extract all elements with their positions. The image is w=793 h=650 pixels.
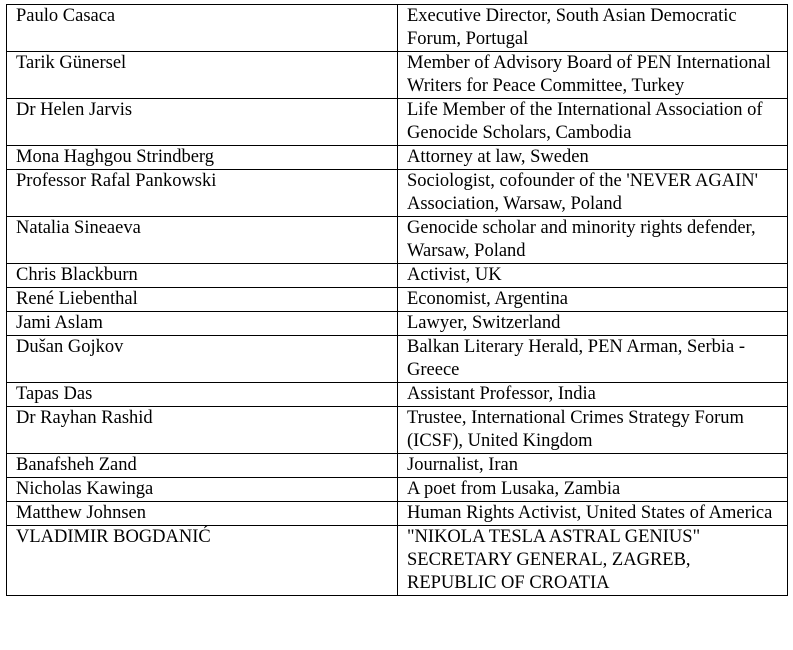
signatory-role-cell: "NIKOLA TESLA ASTRAL GENIUS" SECRETARY GENERAL, ZAGREB, REPUBLIC OF CROATIA [398, 526, 788, 596]
signatory-name-cell: Natalia Sineaeva [7, 217, 398, 264]
signatory-name-cell: VLADIMIR BOGDANIĆ [7, 526, 398, 596]
signatory-name-cell: Dr Rayhan Rashid [7, 407, 398, 454]
signatory-name-cell: Mona Haghgou Strindberg [7, 146, 398, 170]
table-row [7, 407, 788, 454]
signatory-role-cell: Balkan Literary Herald, PEN Arman, Serbia - Greece [398, 336, 788, 383]
signatory-name-cell: Paulo Casaca [7, 5, 398, 52]
table-row [7, 478, 788, 502]
table-row [7, 217, 788, 264]
signatory-role-cell: Human Rights Activist, United States of America [398, 502, 788, 526]
signatory-role-cell: Attorney at law, Sweden [398, 146, 788, 170]
signatory-name-cell: Chris Blackburn [7, 264, 398, 288]
signatory-name-cell: Nicholas Kawinga [7, 478, 398, 502]
signatory-role-cell: Assistant Professor, India [398, 383, 788, 407]
signatory-name-cell: Banafsheh Zand [7, 454, 398, 478]
signatories-table [6, 4, 788, 596]
signatory-role-cell: Activist, UK [398, 264, 788, 288]
table-row [7, 502, 788, 526]
signatory-role-cell: Trustee, International Crimes Strategy Forum (ICSF), United Kingdom [398, 407, 788, 454]
signatory-role-cell: Sociologist, cofounder of the 'NEVER AGAIN' Association, Warsaw, Poland [398, 170, 788, 217]
table-row [7, 288, 788, 312]
signatory-name-cell: René Liebenthal [7, 288, 398, 312]
table-row [7, 312, 788, 336]
signatory-name-cell: Tapas Das [7, 383, 398, 407]
signatory-name-cell: Dr Helen Jarvis [7, 99, 398, 146]
signatory-role-cell: Lawyer, Switzerland [398, 312, 788, 336]
signatory-name-cell: Dušan Gojkov [7, 336, 398, 383]
table-row [7, 264, 788, 288]
signatory-name-cell: Professor Rafal Pankowski [7, 170, 398, 217]
signatory-name-cell: Matthew Johnsen [7, 502, 398, 526]
signatory-role-cell: Genocide scholar and minority rights defender, Warsaw, Poland [398, 217, 788, 264]
table-row [7, 5, 788, 52]
signatory-role-cell: Executive Director, South Asian Democratic Forum, Portugal [398, 5, 788, 52]
signatory-role-cell: Life Member of the International Association of Genocide Scholars, Cambodia [398, 99, 788, 146]
signatory-name-cell: Jami Aslam [7, 312, 398, 336]
signatory-role-cell: A poet from Lusaka, Zambia [398, 478, 788, 502]
signatory-role-cell: Member of Advisory Board of PEN International Writers for Peace Committee, Turkey [398, 52, 788, 99]
signatories-table-body [7, 5, 788, 596]
table-row [7, 52, 788, 99]
table-row [7, 383, 788, 407]
signatory-role-cell: Journalist, Iran [398, 454, 788, 478]
signatory-role-cell: Economist, Argentina [398, 288, 788, 312]
signatory-name-cell: Tarik Günersel [7, 52, 398, 99]
table-row [7, 146, 788, 170]
table-row [7, 170, 788, 217]
table-row [7, 336, 788, 383]
table-row [7, 99, 788, 146]
table-row [7, 454, 788, 478]
table-row [7, 526, 788, 596]
